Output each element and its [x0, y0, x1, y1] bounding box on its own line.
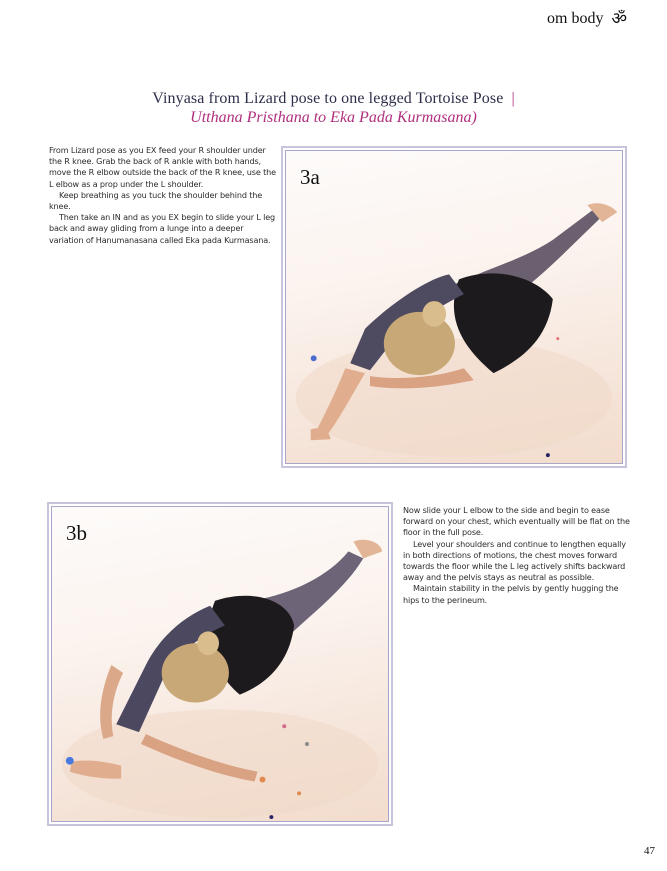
step-b-paragraph: Now slide your L elbow to the side and begin to ease forward on your chest, which eventually will be flat on the floor in the full pose. — [403, 505, 630, 538]
step-a-text — [49, 145, 279, 246]
step-a-paragraph: Keep breathing as you tuck the shoulder behind the knee. — [49, 189, 263, 212]
om-symbol-icon: ॐ — [611, 8, 627, 29]
photo-3b — [51, 506, 389, 822]
article-title-block — [0, 90, 667, 127]
step-a-paragraph: From Lizard pose as you EX feed your R shoulder under the R knee. Grab the back of R ankle with both hands, move the R elbow outside the back of the R knee, use the L elbow as a prop under the L shoulder. — [49, 145, 276, 189]
photo-3a-frame — [281, 146, 627, 468]
article-subtitle: Utthana Pristhana to Eka Pada Kurmasana) — [190, 109, 477, 126]
yoga-pose-figure-icon — [286, 151, 622, 463]
page-header — [547, 10, 627, 28]
article-title — [0, 90, 667, 108]
yoga-pose-figure-icon — [52, 507, 388, 821]
step-b-paragraph: Maintain stability in the pelvis by gently hugging the hips to the perineum. — [403, 583, 619, 605]
step-b-text — [403, 505, 635, 606]
article-title-text: Vinyasa from Lizard pose to one legged Tortoise Pose — [152, 90, 504, 107]
photo-3a-label: 3a — [300, 165, 320, 189]
section-title: om body — [547, 10, 604, 27]
photo-3b-frame — [47, 502, 393, 826]
photo-3a — [285, 150, 623, 464]
step-b-paragraph: Level your shoulders and continue to lengthen equally in both directions of motions, the chest moves forward towards the floor while the L leg actively shifts backward away and the pelvis stays as neutral as possible. — [403, 538, 626, 583]
page-number: 47 — [644, 845, 655, 857]
photo-3b-label: 3b — [66, 521, 87, 545]
step-a-paragraph: Then take an IN and as you EX begin to slide your L leg back and away gliding from a lunge into a deeper variation of Hanumanasana called Eka pada Kurmasana. — [49, 212, 276, 245]
title-separator: | — [511, 90, 515, 107]
